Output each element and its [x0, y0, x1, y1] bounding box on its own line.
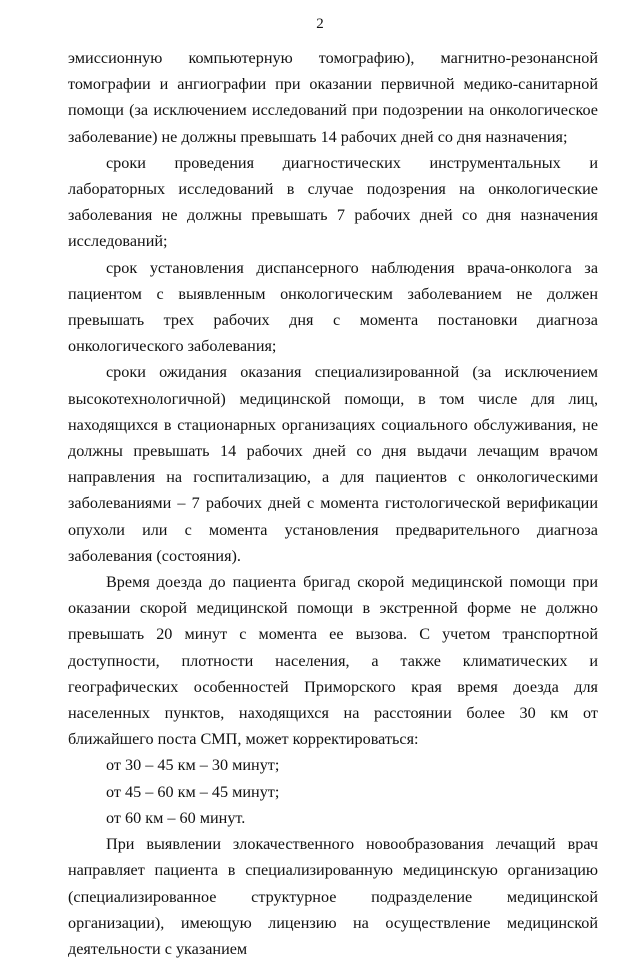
distance-item-60: от 60 км – 60 минут. [106, 808, 246, 827]
document-body [68, 45, 598, 962]
distance-item-45-60: от 45 – 60 км – 45 минут; [106, 782, 280, 801]
paragraph-oncologist-observation: срок установления диспансерного наблюдения врача-онколога за пациентом с выявленным онкологическим заболеванием не должен превышать трех рабочих дня с момента постановки диагноза онкологического заболевания; [68, 258, 598, 356]
paragraph-specialized-care-wait: сроки ожидания оказания специализированной (за исключением высокотехнологичной) медицинской помощи, в том числе для лиц, находящихся в стационарных организациях социального обслуживания, не должны превышать 14 рабочих дней со дня выдачи лечащим врачом направления на госпитализацию, а для пациентов с онкологическими заболеваниями – 7 рабочих дней с момента гистологической верификации опухоли или с момента установления предварительного диагноза заболевания (состояния). [68, 363, 598, 565]
paragraph-malignancy-referral: При выявлении злокачественного новообразования лечащий врач направляет пациента в специализированную медицинскую организацию (специализированное структурное подразделение медицинской организации), имеющую лицензию на осуществление медицинской деятельности с указанием [68, 835, 598, 958]
paragraph-ambulance-arrival: Время доезда до пациента бригад скорой медицинской помощи при оказании скорой медицинской помощи в экстренной форме не должно превышать 20 минут с момента ее вызова. С учетом транспортной доступности, плотности населения, а также климатических и географических особенностей Приморского края время доезда для населенных пунктов, находящихся на расстоянии более 30 км от ближайшего поста СМП, может корректироваться: [68, 573, 598, 749]
distance-item-30-45: от 30 – 45 км – 30 минут; [106, 756, 280, 775]
page-number: 2 [316, 16, 324, 32]
paragraph-diagnostic-deadlines: сроки проведения диагностических инструментальных и лабораторных исследований в случае подозрения на онкологические заболевания не должны превышать 7 рабочих дней со дня назначения исследований; [68, 153, 598, 251]
paragraph-imaging-deadlines: эмиссионную компьютерную томографию), магнитно-резонансной томографии и ангиографии при оказании первичной медико-санитарной помощи (за исключением исследований при подозрении на онкологическое заболевание) не должны превышать 14 рабочих дней со дня назначения; [68, 49, 598, 146]
